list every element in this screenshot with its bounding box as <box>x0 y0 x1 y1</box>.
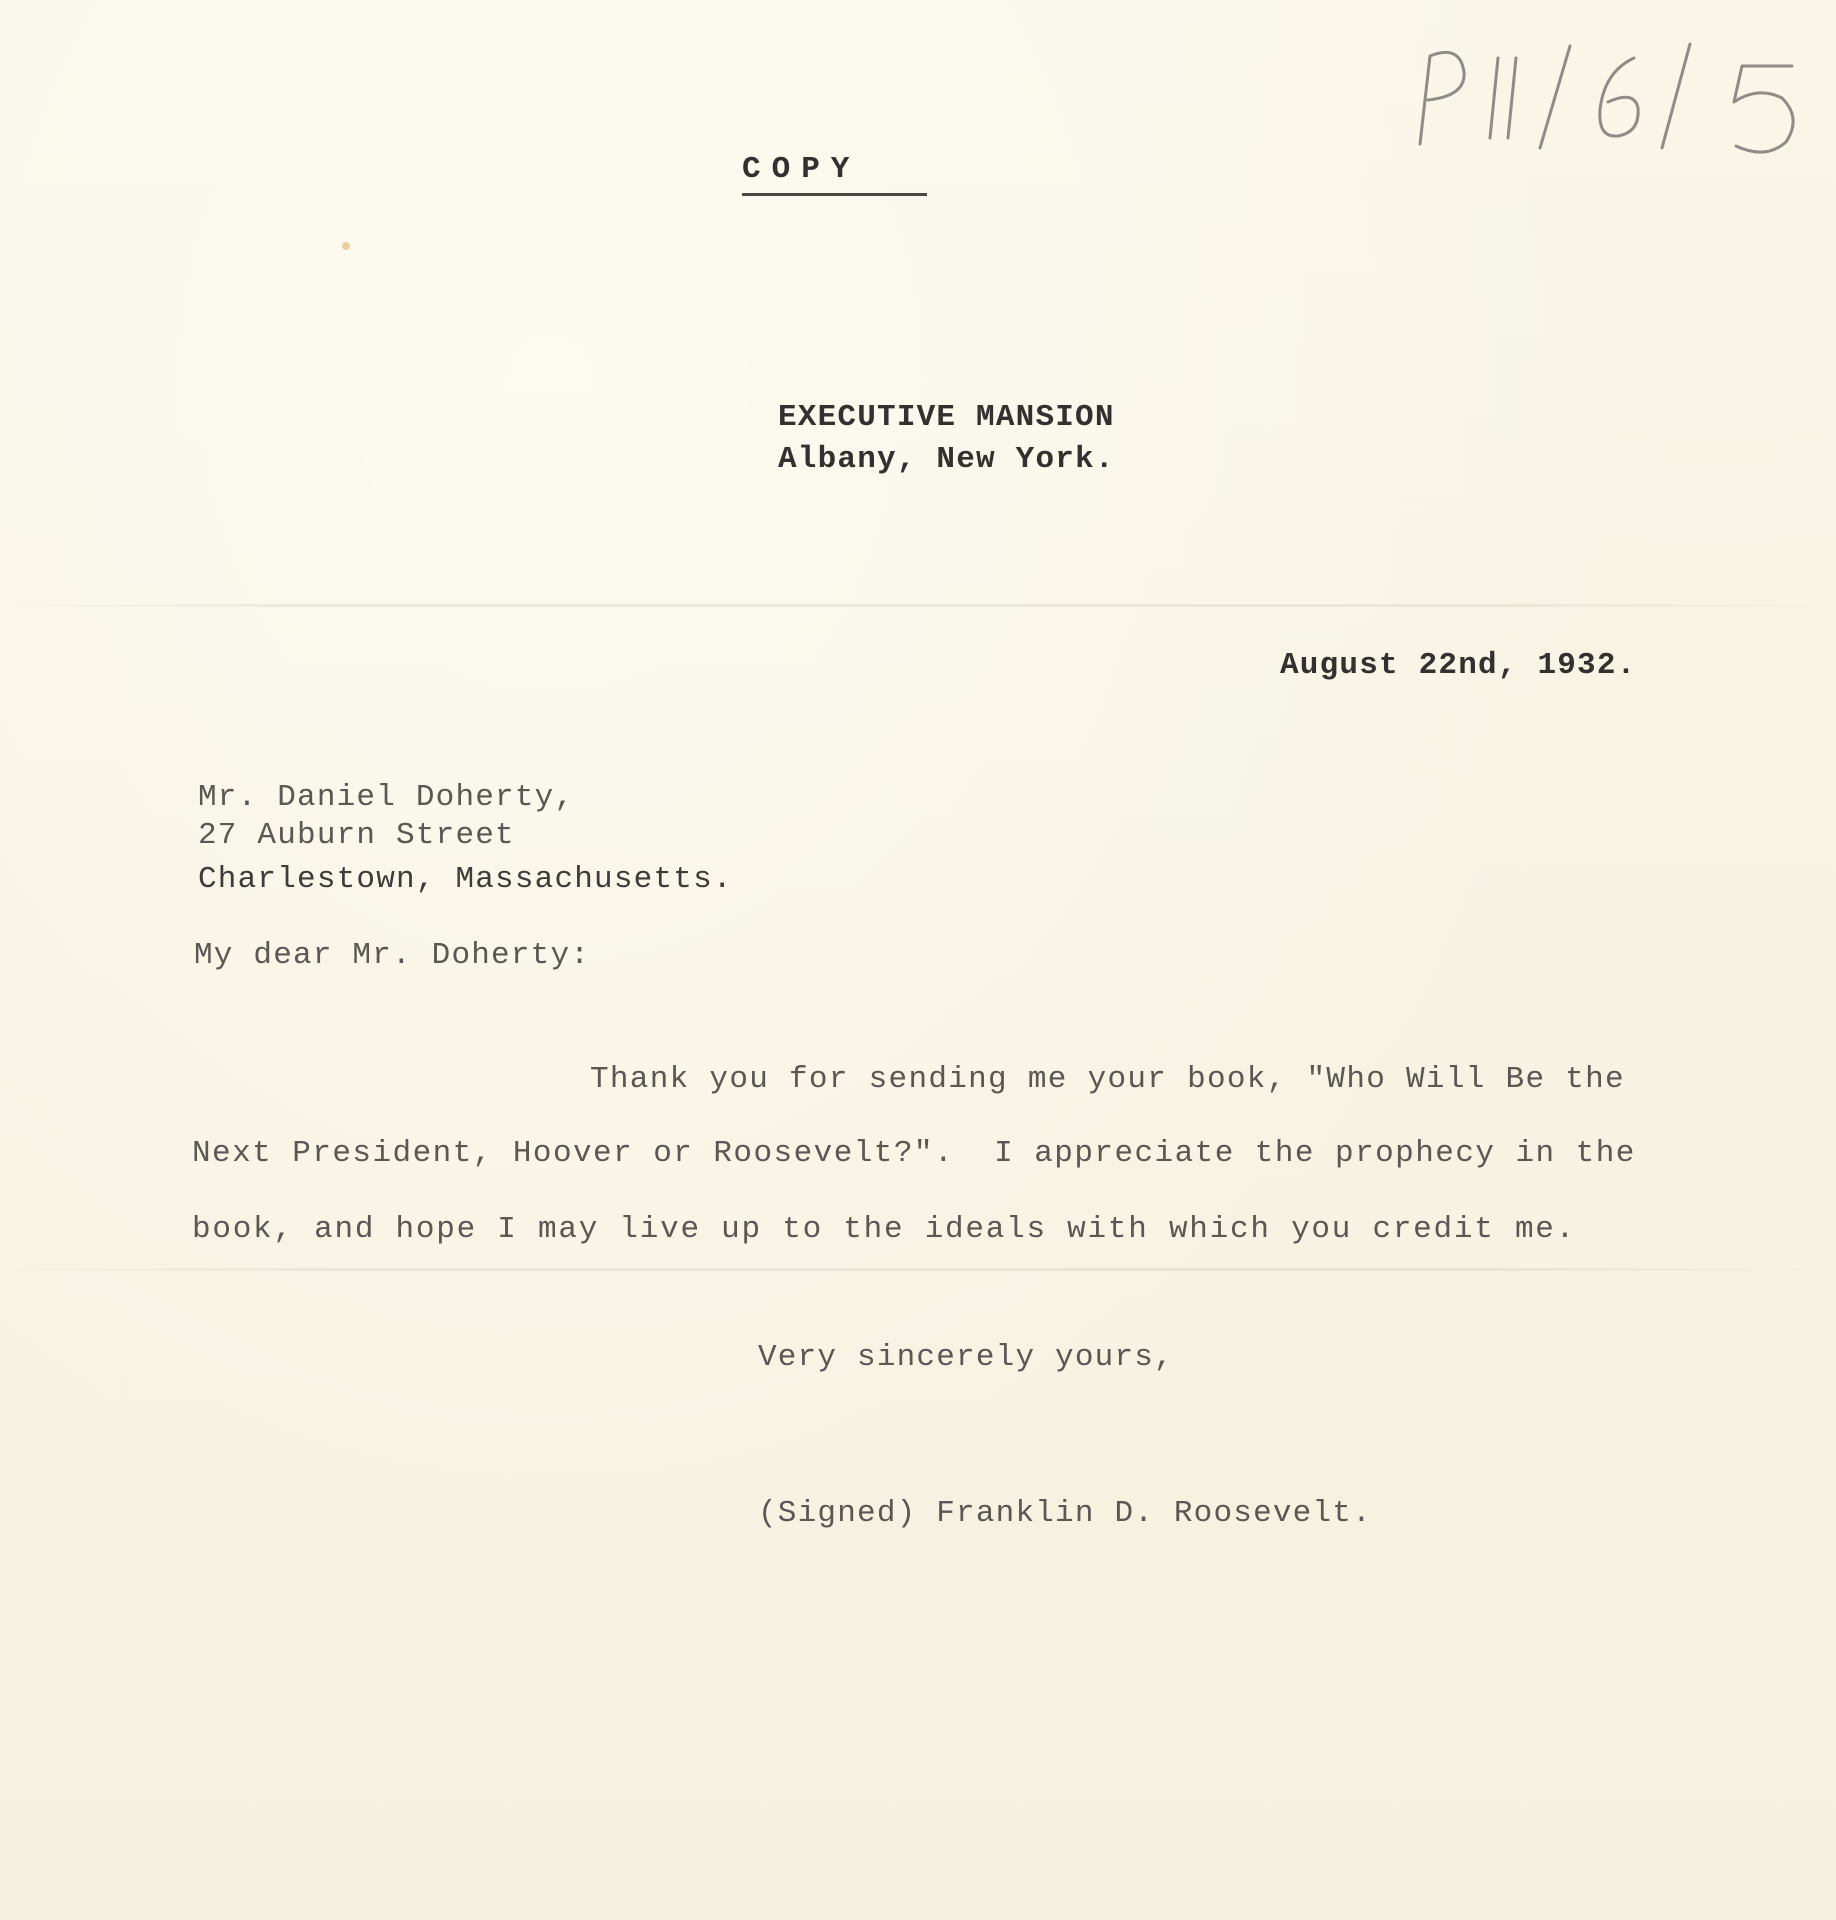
letterhead-location: Albany, New York. <box>778 442 1115 477</box>
recipient-street: 27 Auburn Street <box>198 818 515 853</box>
copy-underline <box>742 193 927 196</box>
closing: Very sincerely yours, <box>758 1340 1174 1375</box>
copy-mark: COPY <box>742 152 861 187</box>
letter-date: August 22nd, 1932. <box>1280 648 1637 683</box>
paper-fold-line <box>0 1268 1836 1271</box>
paper-fold-line <box>0 604 1836 607</box>
body-line-2: Next President, Hoover or Roosevelt?". I appreciate the prophecy in the <box>192 1136 1636 1171</box>
handwritten-archive-mark <box>1412 36 1812 166</box>
archive-mark-text: P11/6/5 <box>1412 36 1417 37</box>
body-line-3: book, and hope I may live up to the ideals with which you credit me. <box>192 1212 1577 1247</box>
recipient-city: Charlestown, Massachusetts. <box>198 862 733 897</box>
body-line-1: Thank you for sending me your book, "Who Will Be the <box>590 1062 1625 1097</box>
salutation: My dear Mr. Doherty: <box>194 938 591 973</box>
signature-line: (Signed) Franklin D. Roosevelt. <box>758 1496 1372 1531</box>
recipient-name: Mr. Daniel Doherty, <box>198 780 575 815</box>
letterhead-title: EXECUTIVE MANSION <box>778 400 1115 435</box>
paper-stain <box>342 242 350 250</box>
